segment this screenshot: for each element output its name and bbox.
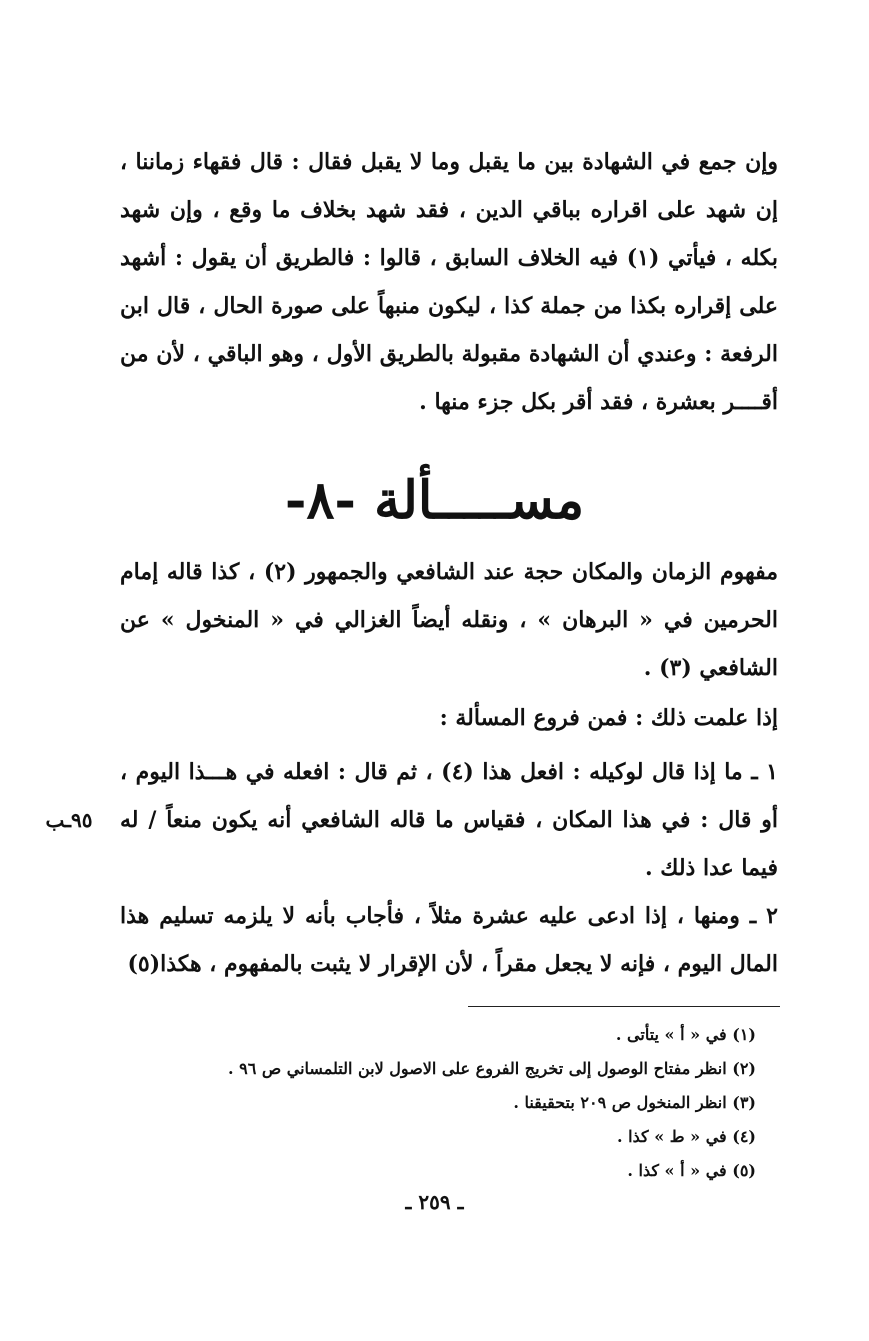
branch-item-2: ٢ ـ ومنها ، إذا ادعى عليه عشرة مثلاً ، فأجاب بأنه لا يلزمه تسليم هذا المال اليوم ، فإنه لا يجعل مقراً ، لأن الإقرار لا يثبت بالمفهوم ، هكذا(٥)	[120, 903, 778, 977]
margin-folio-note: ٩٥ـب	[45, 808, 93, 832]
footnote-divider	[468, 1006, 780, 1007]
footnote: (٣) انظر المنخول ص ٢٠٩ بتحقيقنا .	[513, 1093, 756, 1112]
page-number: ـ ٢٥٩ ـ	[405, 1190, 464, 1214]
intro-paragraph: مفهوم الزمان والمكان حجة عند الشافعي والجمهور (٢) ، كذا قاله إمام الحرمين في « البرهان » ، ونقله أيضاً الغزالي في « المنخول » عن الشافعي (٣) .	[120, 559, 779, 681]
branch-item-1: ١ ـ ما إذا قال لوكيله : افعل هذا (٤) ، ثم قال : افعله في هـــذا اليوم ، أو قال : في هذا المكان ، فقياس ما قاله الشافعي أنه يكون منعاً / له فيما عدا ذلك .	[120, 759, 778, 881]
branches-intro: إذا علمت ذلك : فمن فروع المسألة :	[439, 705, 778, 731]
footnote: (٥) في « أ » كذا .	[627, 1161, 756, 1180]
body-paragraph-top: وإن جمع في الشهادة بين ما يقبل وما لا يقبل فقال : قال فقهاء زماننا ، إن شهد على اقراره بباقي الدين ، فقد شهد بخلاف ما وقع ، وإن شهد بكله ، فيأتي (١) فيه الخلاف السابق ، قالوا : فالطريق أن يقول : أشهد على إقراره بكذا من جملة كذا ، ليكون منبهاً على صورة الحال ، قال ابن الرفعة : وعندي أن الشهادة مقبولة بالطريق الأول ، وهو الباقي ، لأن من أقــــر بعشرة ، فقد أقر بكل جزء منها .	[120, 149, 778, 415]
footnotes	[120, 1018, 756, 1188]
footnote: (١) في « أ » يتأتى .	[615, 1025, 756, 1044]
section-heading: مســـــألة -٨-	[284, 470, 585, 531]
footnote: (٤) في « ط » كذا .	[617, 1127, 756, 1146]
footnote: (٢) انظر مفتاح الوصول إلى تخريج الفروع على الاصول لابن التلمساني ص ٩٦ .	[227, 1059, 756, 1078]
